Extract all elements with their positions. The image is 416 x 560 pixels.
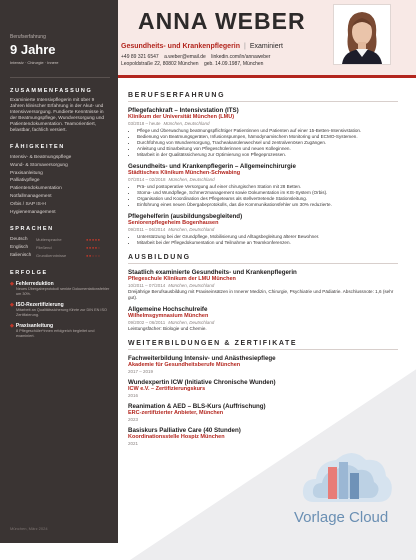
entry-bullets	[128, 234, 398, 246]
entry-title: Pflegefachkraft – Intensivstation (ITS)	[128, 107, 239, 114]
birth-info: geb. 14.09.1987, München	[203, 61, 264, 67]
bullet-item: • Mitarbeit in der Qualitätssicherung zur Optimierung von Pflegeprozessen.	[137, 152, 398, 158]
entry-date: 03/2018 – heute	[128, 121, 161, 126]
entry-date: 2023	[128, 417, 139, 422]
language-level: Grundkenntnisse	[36, 253, 67, 259]
entry-date: 2016	[128, 393, 139, 398]
contact-block	[118, 54, 321, 68]
languages-heading: SPRACHEN	[10, 226, 54, 233]
language-name: Italienisch	[10, 253, 32, 259]
language-row	[10, 236, 110, 244]
cloud-logo-icon	[300, 440, 395, 510]
skill-item: Orbis / SAP IS-H	[10, 201, 46, 207]
address: Leopoldstraße 22, 80802 München	[121, 61, 199, 67]
skill-item: Patientendokumentation	[10, 186, 62, 192]
entry-location: München, Deutschland	[163, 121, 210, 126]
experience-entry	[128, 107, 398, 158]
entry-location: München, Deutschland	[168, 283, 215, 288]
diamond-icon: ◆	[10, 323, 14, 330]
language-row	[10, 244, 110, 252]
experience-years: 9 Jahre	[10, 42, 56, 57]
achievement-title: Praxisanleitung	[15, 323, 54, 330]
entry-org: Wilhelmsgymnasium München	[128, 313, 209, 319]
experience-entry	[128, 213, 398, 246]
job-title	[118, 43, 283, 50]
language-level: Muttersprache	[36, 237, 62, 243]
skills-list	[10, 154, 110, 216]
candidate-name: ANNA WEBER	[138, 8, 306, 34]
entry-org: Akademie für Gesundheitsberufe München	[128, 362, 241, 368]
entry-title: Wundexpertin ICW (Initiative Chronische Wunden)	[128, 379, 276, 386]
entry-date: 09/2002 – 06/2011	[128, 320, 166, 325]
role-label: Gesundheits- und Krankenpflegerin	[121, 43, 241, 50]
bullet-item: • Organisation und Koordination des Pflegeteams als stellvertretende Stationsleitung.	[137, 196, 398, 202]
entry-location: München, Deutschland	[168, 227, 215, 232]
sidebar-divider	[10, 77, 110, 78]
language-rating: ●●●●●	[86, 237, 101, 243]
achievements-heading: ERFOLGE	[10, 270, 48, 277]
skill-item: Praxisanleitung	[10, 170, 43, 176]
entry-bullets	[128, 184, 398, 208]
education-entry	[128, 306, 398, 332]
bullet-item: • Stoma- und Wundpflege, Schmerzmanagement sowie Dokumentation im KIS-System (Orbis).	[137, 190, 398, 196]
training-heading: WEITERBILDUNGEN & ZERTIFIKATE	[128, 340, 298, 347]
entry-description: Leistungsfächer: Biologie und Chemie.	[128, 326, 207, 331]
language-rating: ●●○○○	[86, 253, 101, 259]
entry-org: ERC-zertifizierter Anbieter, München	[128, 410, 224, 416]
bullet-item: • Prä- und postoperative Versorgung auf einer chirurgischen Station mit 28 Betten.	[137, 184, 398, 190]
summary-text: Examinierte Intensivpflegerin mit über 9 Jahren klinischer Erfahrung in der Akut- und Intensivversorgung. Fundierte Kenntnisse in der Beatmungspflege, Wundversorgung und Patientendokumentation. Teamorientiert, belastbar, fachlich versiert.	[10, 98, 105, 133]
entry-org: Pflegeschule Klinikum der LMU München	[128, 276, 236, 282]
portrait-image	[334, 5, 390, 64]
achievement-desc: 8 Pflegeschüler*innen erfolgreich begleitet und examiniert.	[16, 329, 95, 339]
sidebar	[0, 0, 118, 543]
header-accent-bar	[118, 75, 416, 78]
entry-title: Allgemeine Hochschulreife	[128, 306, 208, 313]
entry-title: Basiskurs Palliative Care (40 Stunden)	[128, 427, 241, 434]
entry-date: 09/2011 – 06/2014	[128, 227, 166, 232]
experience-heading: BERUFSERFAHRUNG	[128, 92, 226, 99]
section-rule	[128, 101, 398, 102]
language-name: Englisch	[10, 245, 29, 251]
language-level: Fließend	[36, 245, 52, 251]
bullet-item: • Bedienung von Beatmungsgeräten, Infusionspumpen, hämodynamischem Monitoring und ECMO-Systemen.	[137, 134, 398, 140]
title-separator: |	[244, 43, 246, 50]
profile-photo	[333, 4, 391, 65]
entry-title: Staatlich examinierte Gesundheits- und Krankenpflegerin	[128, 269, 297, 276]
achievement-item	[10, 302, 110, 318]
skill-item: Palliativpflege	[10, 178, 40, 184]
language-rating: ●●●●○	[86, 245, 101, 251]
role-extra: Examiniert	[249, 43, 283, 50]
summary-heading: ZUSAMMENFASSUNG	[10, 88, 93, 94]
achievement-desc: Neues Übergabeprotokoll senkte Dokumentationsfehler um 30%.	[16, 287, 110, 297]
entry-location: München, Deutschland	[168, 320, 215, 325]
entry-org: Klinikum der Universität München (LMU)	[128, 114, 235, 120]
skills-heading: FÄHIGKEITEN	[10, 144, 65, 150]
entry-title: Pflegehelferin (ausbildungsbegleitend)	[128, 213, 243, 220]
entry-date: 2021	[128, 441, 139, 446]
skill-item: Wund- & Stomaversorgung	[10, 162, 68, 168]
bullet-item: • Durchführung von Wundversorgung, Tracheakanülenwechsel und zentralvenösen Zugängen.	[137, 140, 398, 146]
watermark-brand: Vorlage Cloud	[294, 509, 389, 526]
experience-areas: Intensiv · Chirurgie · Innere	[10, 60, 59, 65]
bullet-item: • Einführung eines neuen Übergabeprotokolls, das die Kommunikationsfehler um 30% reduzierte.	[137, 202, 398, 208]
linkedin-link[interactable]: linkedin.com/in/annaweber	[211, 54, 271, 60]
experience-caption: Berufserfahrung	[10, 34, 46, 40]
section-rule	[128, 349, 398, 350]
language-row	[10, 252, 110, 260]
entry-title: Reanimation & AED – BLS-Kurs (Auffrischung)	[128, 403, 266, 410]
education-heading: AUSBILDUNG	[128, 254, 191, 261]
entry-org: Seniorenpflegeheim Bogenhausen	[128, 220, 219, 226]
achievement-item	[10, 281, 110, 297]
education-entry	[128, 269, 398, 301]
skill-item: Notfallmanagement	[10, 193, 52, 199]
entry-description: Dreijährige Berufsausbildung mit Praxiseinsätzen in Innerer Medizin, Chirurgie, Psychiatrie und Pädiatrie. Abschlussnote: 1,6 (sehr gut).	[128, 289, 394, 300]
language-name: Deutsch	[10, 237, 28, 243]
experience-entry	[128, 163, 398, 208]
entry-location: München, Deutschland	[168, 177, 215, 182]
bullet-item: • Pflege und Überwachung beatmungspflichtiger Patientinnen und Patienten auf einer 15-Betten-Intensivstation.	[137, 128, 398, 134]
achievement-title: Fehlerreduktion	[15, 281, 54, 288]
entry-org: Koordinationsstelle Hospiz München	[128, 434, 225, 440]
diamond-icon: ◆	[10, 281, 14, 288]
achievement-title: ISO-Rezertifizierung	[15, 302, 64, 309]
bullet-item: • Unterstützung bei der Grundpflege, Mobilisierung und Alltagsbegleitung älterer Bewohner.	[137, 234, 398, 240]
bullet-item: • Anleitung und Einarbeitung von Pflegeschülerinnen und neuen Kolleginnen.	[137, 146, 398, 152]
entry-date: 2017 – 2019	[128, 369, 154, 374]
entry-bullets	[128, 128, 398, 158]
phone-number: +49 89 321 6547	[121, 54, 159, 60]
email-link[interactable]: a.weber@email.de	[164, 54, 206, 60]
skill-item: Intensiv- & Beatmungspflege	[10, 155, 72, 160]
bullet-item: • Mitarbeit bei der Pflegedokumentation und Teilnahme an Teamkonferenzen.	[137, 240, 398, 246]
section-rule	[128, 263, 398, 264]
entry-date: 10/2011 – 07/2014	[128, 283, 166, 288]
entry-org: Städtisches Klinikum München-Schwabing	[128, 170, 241, 176]
entry-org: ICW e.V. – Zertifizierungskurs	[128, 386, 206, 392]
entry-title: Gesundheits- und Krankenpflegerin – Allgemeinchirurgie	[128, 163, 296, 170]
entry-title: Fachweiterbildung Intensiv- und Anästhesiepflege	[128, 355, 276, 362]
achievement-item	[10, 323, 110, 339]
diamond-icon: ◆	[10, 302, 14, 309]
sidebar-footer: München, März 2024	[10, 526, 48, 531]
entry-date: 07/2014 – 02/2018	[128, 177, 166, 182]
skill-item: Hygienemanagement	[10, 209, 56, 215]
achievement-desc: Mitarbeit an Qualitätssicherung führte zur DIN EN ISO Zertifizierung.	[16, 308, 107, 318]
